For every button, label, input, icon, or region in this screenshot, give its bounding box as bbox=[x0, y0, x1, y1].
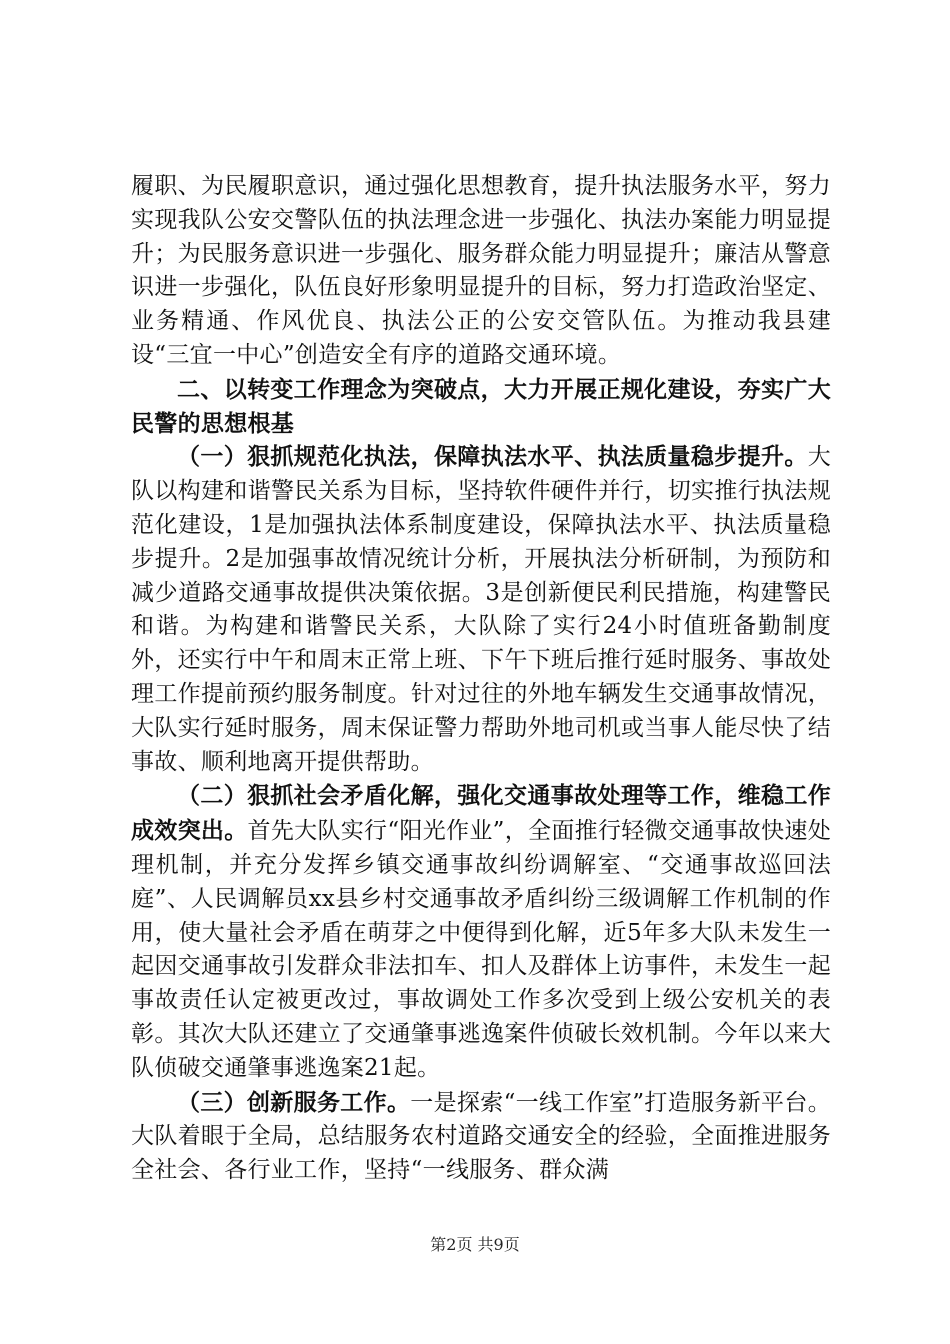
section-heading-2: 二、以转变工作理念为突破点，大力开展正规化建设，夯实广大民警的思想根基 bbox=[131, 375, 831, 437]
page-number-footer: 第2页 共9页 bbox=[430, 1235, 520, 1254]
paragraph-body: 一是探索“一线工作室”打造服务新平台。大队着眼于全局，总结服务农村道路交通安全的经验，全面推进服务全社会、各行业工作，坚持“一线服务、群众满 bbox=[131, 1089, 831, 1184]
document-body bbox=[131, 170, 831, 1188]
paragraph-lead: （三）创新服务工作。 bbox=[177, 1088, 411, 1116]
paragraph-body: 大队以构建和谐警民关系为目标，坚持软件硬件并行，切实推行执法规范化建设，1是加强执法体系制度建设，保障执法水平、执法质量稳步提升。2是加强事故情况统计分析，开展执法分析研制，为预防和减少道路交通事故提供决策依据。3是创新便民利民措施，构建警民和谐。为构建和谐警民关系，大队除了实行24小时值班备勤制度外，还实行中午和周末正常上班、下午下班后推行延时服务、事故处理工作提前预约服务制度。针对过往的外地车辆发生交通事故情况，大队实行延时服务，周末保证警力帮助外地司机或当事人能尽快了结事故、顺利地离开提供帮助。 bbox=[131, 444, 831, 775]
paragraph-lead: （二）狠抓社会矛盾化解，强化交通事故处理等工作，维稳工作成效突出。 bbox=[131, 782, 831, 845]
paragraph-body: 首先大队实行“阳光作业”，全面推行轻微交通事故快速处理机制，并充分发挥乡镇交通事故纠纷调解室、“交通事故巡回法庭”、人民调解员xx县乡村交通事故矛盾纠纷三级调解工作机制的作用，使大量社会矛盾在萌芽之中便得到化解，近5年多大队未发生一起因交通事故引发群众非法扣车、扣人及群体上访事件，未发生一起事故责任认定被更改过，事故调处工作多次受到上级公安机关的表彰。其次大队还建立了交通肇事逃逸案件侦破长效机制。今年以来大队侦破交通肇事逃逸案21起。 bbox=[131, 818, 831, 1081]
paragraph-conflict-resolution bbox=[131, 779, 831, 1085]
paragraph-continued: 履职、为民履职意识，通过强化思想教育，提升执法服务水平，努力实现我队公安交警队伍的执法理念进一步强化、执法办案能力明显提升；为民服务意识进一步强化、服务群众能力明显提升；廉洁从警意识进一步强化，队伍良好形象明显提升的目标，努力打造政治坚定、业务精通、作风优良、执法公正的公安交管队伍。为推动我县建设“三宜一中心”创造安全有序的道路交通环境。 bbox=[131, 173, 831, 368]
paragraph-lead: （一）狠抓规范化执法，保障执法水平、执法质量稳步提升。 bbox=[177, 443, 808, 471]
paragraph-service-innovation bbox=[131, 1086, 831, 1188]
paragraph-standardized-enforcement bbox=[131, 440, 831, 779]
